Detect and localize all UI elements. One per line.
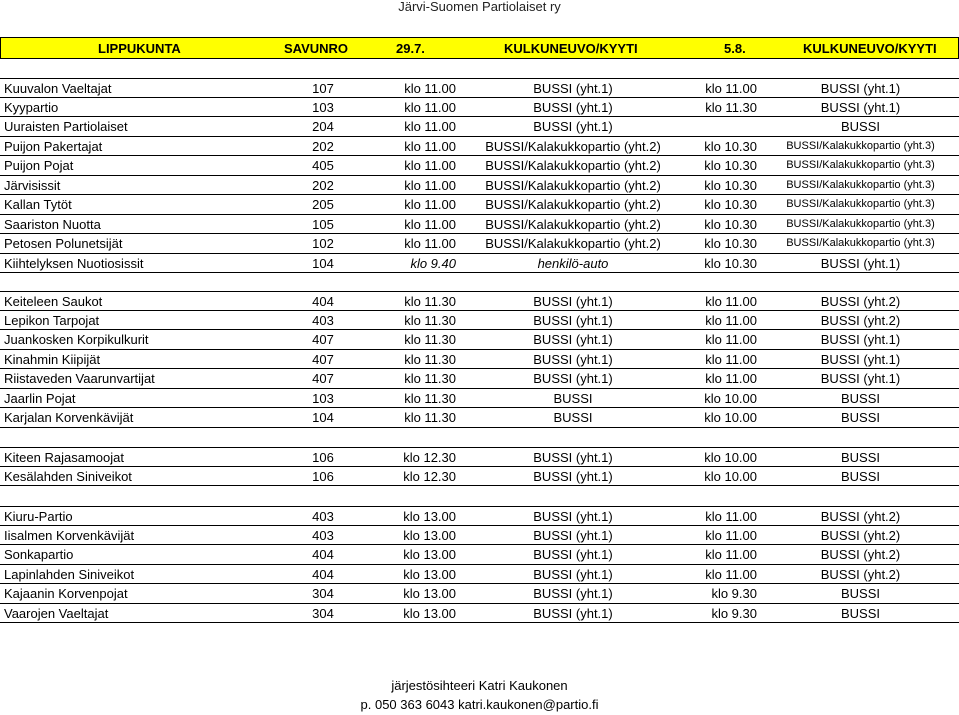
cell-team: Kyypartio <box>4 99 59 115</box>
cell-time2: klo 10.00 <box>704 468 757 484</box>
cell-time1: klo 11.00 <box>404 138 456 154</box>
cell-num: 407 <box>312 351 334 367</box>
cell-num: 304 <box>312 586 334 601</box>
cell-time1: klo 11.30 <box>404 294 456 309</box>
cell-vehicle1: BUSSI/Kalakukkopartio (yht.2) <box>485 197 661 212</box>
cell-num: 405 <box>312 158 334 173</box>
cell-num: 403 <box>312 312 334 328</box>
cell-team: Karjalan Korvenkävijät <box>4 410 134 425</box>
cell-vehicle2: BUSSI <box>840 586 880 601</box>
cell-time1: klo 13.00 <box>403 605 456 621</box>
table-group <box>0 447 959 486</box>
cell-vehicle1: BUSSI/Kalakukkopartio (yht.2) <box>485 177 661 193</box>
table-row <box>0 195 959 215</box>
cell-num: 407 <box>312 332 334 347</box>
table-header <box>0 37 959 59</box>
cell-team: Vaarojen Vaeltajat <box>4 605 109 621</box>
cell-team: Sonkapartio <box>4 547 74 562</box>
cell-time1: klo 11.00 <box>404 81 456 96</box>
cell-time1: klo 13.00 <box>403 547 456 562</box>
cell-time2: klo 10.30 <box>704 255 757 271</box>
cell-vehicle1: BUSSI (yht.1) <box>533 509 613 524</box>
cell-time1: klo 13.00 <box>403 527 456 543</box>
document-title: Järvi-Suomen Partiolaiset ry <box>398 0 561 14</box>
cell-vehicle2: BUSSI (yht.2) <box>820 509 901 524</box>
cell-num: 106 <box>312 468 334 484</box>
table-row <box>0 604 959 624</box>
table-row <box>0 215 959 235</box>
cell-time1: klo 9.40 <box>410 255 456 271</box>
cell-time2: klo 10.30 <box>704 177 757 193</box>
table-row <box>0 408 959 428</box>
table-row <box>0 176 959 196</box>
cell-vehicle2: BUSSI (yht.2) <box>820 547 901 562</box>
cell-vehicle1: BUSSI (yht.1) <box>533 312 613 328</box>
cell-team: Puijon Pojat <box>4 158 74 173</box>
table-row <box>0 506 959 526</box>
cell-time1: klo 11.00 <box>404 216 456 232</box>
cell-time2: klo 10.30 <box>704 236 757 251</box>
cell-num: 104 <box>312 255 334 271</box>
cell-vehicle2: BUSSI <box>840 450 880 465</box>
cell-vehicle1: BUSSI/Kalakukkopartio (yht.2) <box>485 138 661 154</box>
cell-num: 103 <box>312 99 334 115</box>
cell-vehicle2: BUSSI/Kalakukkopartio (yht.3) <box>786 198 935 210</box>
cell-num: 404 <box>312 566 334 582</box>
table-row <box>0 330 959 350</box>
table-group <box>0 506 959 623</box>
cell-time2: klo 10.00 <box>704 390 757 406</box>
cell-time2: klo 11.00 <box>705 509 757 524</box>
cell-time1: klo 11.00 <box>404 119 456 134</box>
cell-team: Kiihtelyksen Nuotiosissit <box>4 255 144 271</box>
cell-vehicle1: BUSSI (yht.1) <box>533 527 613 543</box>
cell-vehicle2: BUSSI/Kalakukkopartio (yht.3) <box>786 237 935 249</box>
table-row <box>0 447 959 467</box>
header-vehicle1: KULKUNEUVO/KYYTI <box>504 41 638 56</box>
table-row <box>0 389 959 409</box>
table-row <box>0 137 959 157</box>
cell-team: Uuraisten Partiolaiset <box>4 119 128 134</box>
cell-team: Kesälahden Siniveikot <box>4 468 132 484</box>
cell-vehicle2: BUSSI/Kalakukkopartio (yht.3) <box>786 159 935 171</box>
cell-team: Keiteleen Saukot <box>4 294 103 309</box>
cell-team: Puijon Pakertajat <box>4 138 103 154</box>
cell-vehicle2: BUSSI <box>840 390 880 406</box>
cell-team: Lapinlahden Siniveikot <box>4 566 135 582</box>
cell-time1: klo 12.30 <box>403 468 456 484</box>
cell-vehicle1: BUSSI (yht.1) <box>533 586 613 601</box>
cell-time1: klo 11.00 <box>404 99 456 115</box>
cell-time2: klo 11.00 <box>705 332 757 347</box>
table-row <box>0 545 959 565</box>
cell-time2: klo 11.30 <box>705 99 757 115</box>
table-row <box>0 584 959 604</box>
table-row <box>0 291 959 311</box>
cell-vehicle1: BUSSI (yht.1) <box>533 547 613 562</box>
cell-time2: klo 11.00 <box>705 566 757 582</box>
cell-vehicle2: BUSSI <box>840 410 880 425</box>
cell-vehicle1: BUSSI/Kalakukkopartio (yht.2) <box>485 216 661 232</box>
cell-team: Kallan Tytöt <box>4 197 72 212</box>
cell-num: 105 <box>312 216 334 232</box>
cell-time2: klo 11.00 <box>705 294 757 309</box>
cell-vehicle1: BUSSI (yht.1) <box>533 294 613 309</box>
cell-time1: klo 11.30 <box>404 351 456 367</box>
table-row <box>0 369 959 389</box>
cell-time1: klo 11.30 <box>404 312 456 328</box>
cell-time2: klo 9.30 <box>711 605 757 621</box>
cell-num: 304 <box>312 605 334 621</box>
footer-contact-info: p. 050 363 6043 katri.kaukonen@partio.fi <box>360 697 599 712</box>
cell-num: 204 <box>312 119 334 134</box>
cell-time2: klo 10.30 <box>704 138 757 154</box>
header-num: SAVUNRO <box>284 41 349 56</box>
cell-vehicle1: BUSSI (yht.1) <box>533 99 613 115</box>
cell-num: 106 <box>312 450 334 465</box>
cell-time2: klo 11.00 <box>705 312 757 328</box>
cell-num: 407 <box>312 371 334 386</box>
cell-time1: klo 11.00 <box>404 236 456 251</box>
cell-num: 107 <box>312 81 334 96</box>
cell-time2: klo 10.00 <box>704 450 757 465</box>
cell-vehicle1: BUSSI <box>553 410 593 425</box>
cell-vehicle2: BUSSI (yht.2) <box>820 527 901 543</box>
cell-team: Kuuvalon Vaeltajat <box>4 81 112 96</box>
cell-time1: klo 13.00 <box>403 566 456 582</box>
cell-num: 403 <box>312 527 334 543</box>
cell-team: Juankosken Korpikulkurit <box>4 332 149 347</box>
cell-num: 403 <box>312 509 334 524</box>
table-row <box>0 565 959 585</box>
cell-time2: klo 10.00 <box>704 410 757 425</box>
cell-vehicle2: BUSSI (yht.1) <box>820 332 901 347</box>
cell-vehicle2: BUSSI (yht.1) <box>820 255 901 271</box>
cell-team: Kinahmin Kiipijät <box>4 351 101 367</box>
cell-vehicle1: BUSSI/Kalakukkopartio (yht.2) <box>485 158 661 173</box>
cell-team: Iisalmen Korvenkävijät <box>4 527 135 543</box>
cell-vehicle1: BUSSI (yht.1) <box>533 371 613 386</box>
cell-vehicle2: BUSSI (yht.2) <box>820 294 901 309</box>
cell-time1: klo 12.30 <box>403 450 456 465</box>
cell-team: Kiuru-Partio <box>4 509 73 524</box>
cell-vehicle1: BUSSI (yht.1) <box>533 119 613 134</box>
cell-vehicle1: BUSSI (yht.1) <box>533 450 613 465</box>
cell-vehicle2: BUSSI <box>840 468 880 484</box>
cell-vehicle1: BUSSI (yht.1) <box>533 351 613 367</box>
cell-vehicle1: BUSSI (yht.1) <box>533 468 613 484</box>
cell-num: 102 <box>312 236 334 251</box>
cell-num: 202 <box>312 138 334 154</box>
cell-team: Kajaanin Korvenpojat <box>4 586 128 601</box>
cell-vehicle1: BUSSI <box>553 390 593 406</box>
cell-team: Kiteen Rajasamoojat <box>4 450 124 465</box>
cell-num: 103 <box>312 390 334 406</box>
header-vehicle2: KULKUNEUVO/KYYTI <box>803 41 937 56</box>
cell-vehicle1: BUSSI (yht.1) <box>533 605 613 621</box>
cell-vehicle2: BUSSI/Kalakukkopartio (yht.3) <box>786 139 935 152</box>
table-group <box>0 291 959 428</box>
cell-vehicle2: BUSSI (yht.2) <box>820 312 901 328</box>
header-team: LIPPUKUNTA <box>98 41 181 56</box>
cell-time2: klo 10.30 <box>704 158 757 173</box>
cell-time1: klo 11.30 <box>404 390 456 406</box>
cell-num: 202 <box>312 177 334 193</box>
cell-team: Saariston Nuotta <box>4 216 101 232</box>
cell-num: 205 <box>312 197 334 212</box>
cell-vehicle1: BUSSI (yht.1) <box>533 81 613 96</box>
cell-time2: klo 11.00 <box>705 351 757 367</box>
cell-time2: klo 11.00 <box>705 547 757 562</box>
cell-team: Petosen Polunetsijät <box>4 236 123 251</box>
table-row <box>0 467 959 487</box>
cell-vehicle2: BUSSI (yht.2) <box>820 566 901 582</box>
cell-vehicle2: BUSSI <box>840 605 880 621</box>
cell-vehicle2: BUSSI/Kalakukkopartio (yht.3) <box>786 217 935 230</box>
footer-contact-name: järjestösihteeri Katri Kaukonen <box>391 678 568 693</box>
table-row <box>0 156 959 176</box>
cell-num: 404 <box>312 547 334 562</box>
cell-time2: klo 10.30 <box>704 216 757 232</box>
cell-time1: klo 13.00 <box>403 586 456 601</box>
cell-time1: klo 11.00 <box>404 158 456 173</box>
cell-time2: klo 9.30 <box>711 586 757 601</box>
cell-time2: klo 11.00 <box>705 527 757 543</box>
table-row <box>0 117 959 137</box>
cell-time2: klo 11.00 <box>705 81 757 96</box>
table-row <box>0 234 959 254</box>
cell-vehicle1: BUSSI (yht.1) <box>533 566 613 582</box>
cell-num: 104 <box>312 410 334 425</box>
cell-vehicle1: BUSSI (yht.1) <box>533 332 613 347</box>
cell-vehicle2: BUSSI (yht.1) <box>820 351 901 367</box>
header-date2: 5.8. <box>724 41 746 56</box>
cell-time2: klo 11.00 <box>705 371 757 386</box>
cell-vehicle2: BUSSI (yht.1) <box>820 371 901 386</box>
table-row <box>0 311 959 331</box>
cell-time1: klo 11.30 <box>404 371 456 386</box>
cell-vehicle1: BUSSI/Kalakukkopartio (yht.2) <box>485 236 661 251</box>
cell-time1: klo 11.30 <box>404 332 456 347</box>
cell-team: Riistaveden Vaarunvartijat <box>4 371 155 386</box>
table-row <box>0 98 959 118</box>
header-date1: 29.7. <box>396 41 425 56</box>
cell-vehicle2: BUSSI/Kalakukkopartio (yht.3) <box>786 178 935 191</box>
cell-vehicle2: BUSSI (yht.1) <box>820 99 901 115</box>
cell-time1: klo 11.30 <box>404 410 456 425</box>
cell-time1: klo 11.00 <box>404 197 456 212</box>
table-row <box>0 350 959 370</box>
table-row <box>0 254 959 274</box>
cell-vehicle2: BUSSI (yht.1) <box>820 81 901 96</box>
cell-team: Jaarlin Pojat <box>4 390 76 406</box>
cell-team: Lepikon Tarpojat <box>4 312 100 328</box>
cell-vehicle2: BUSSI <box>840 119 880 134</box>
cell-num: 404 <box>312 294 334 309</box>
cell-time1: klo 13.00 <box>403 509 456 524</box>
cell-time1: klo 11.00 <box>404 177 456 193</box>
table-row <box>0 526 959 546</box>
table-group <box>0 78 959 273</box>
cell-vehicle1: henkilö-auto <box>537 255 609 271</box>
table-row <box>0 78 959 98</box>
cell-team: Järvisissit <box>4 177 61 193</box>
cell-time2: klo 10.30 <box>704 197 757 212</box>
